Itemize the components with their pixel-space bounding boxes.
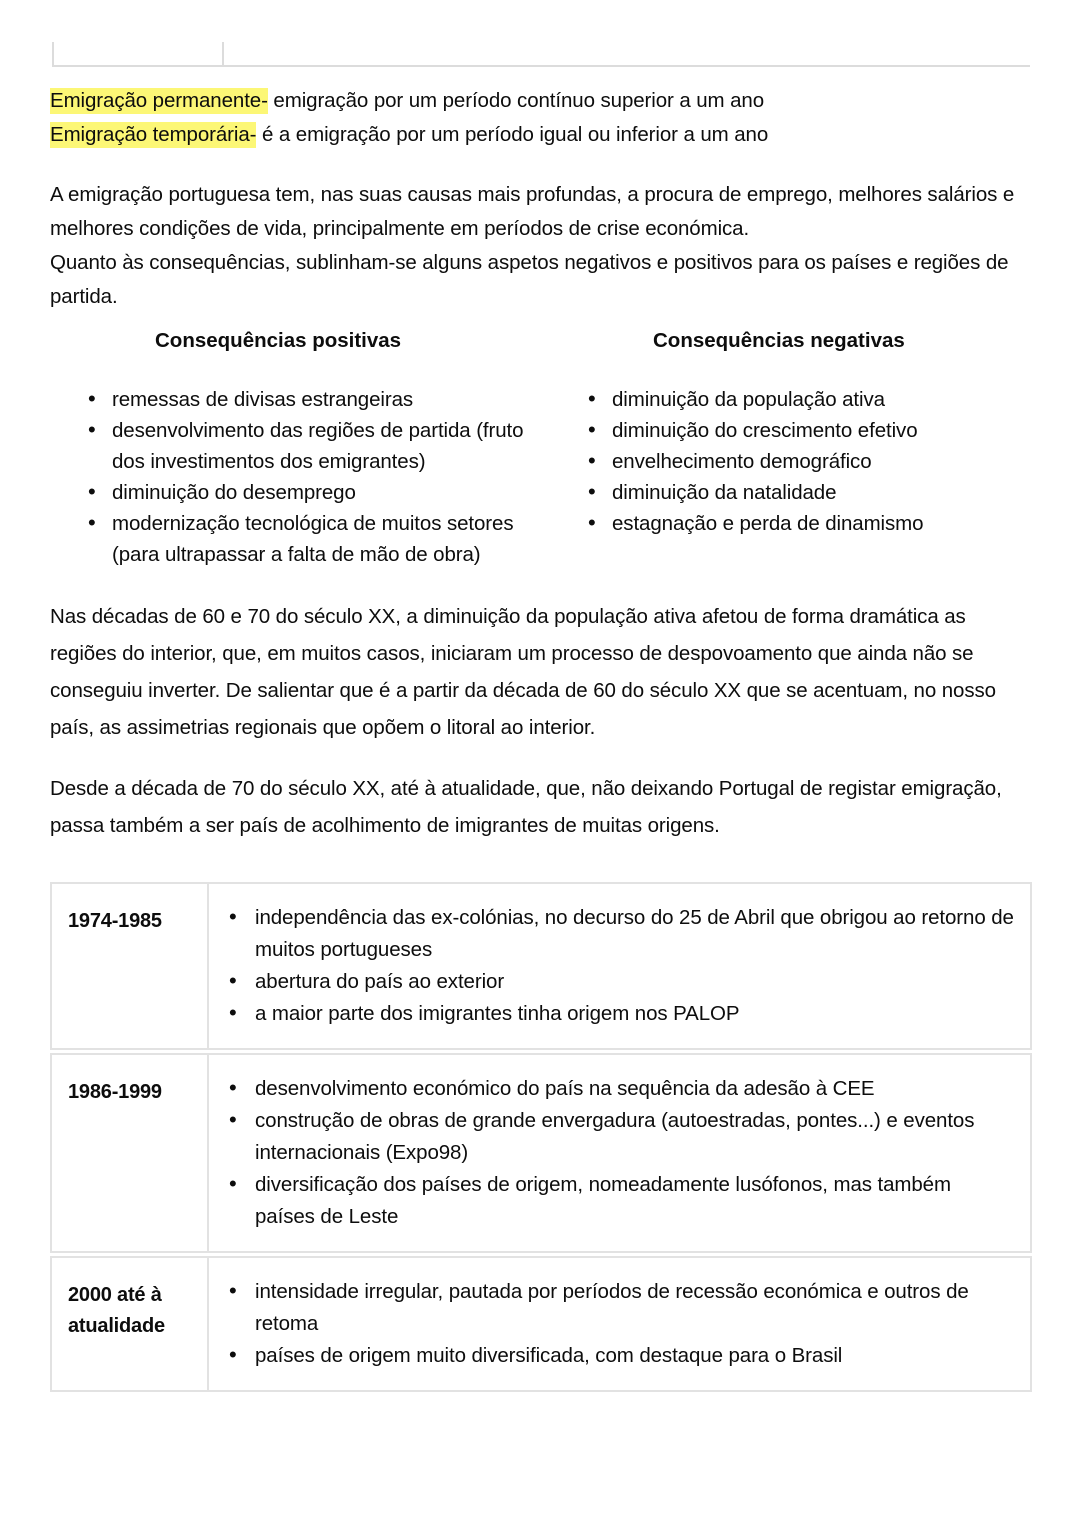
table-row [50,1256,1032,1392]
list-item: • desenvolvimento das regiões de partida (fruto dos investimentos dos emigrantes) [70,415,540,477]
table-cell-details [209,1055,1030,1251]
list-item: • a maior parte dos imigrantes tinha origem nos PALOP [209,998,1016,1030]
table-cell-period: 2000 até à atualidade [52,1258,209,1390]
consequences-section [50,324,1030,584]
list-item: • modernização tecnológica de muitos setores (para ultrapassar a falta de mão de obra) [70,508,540,570]
list-item: • independência das ex-colónias, no decurso do 25 de Abril que obrigou ao retorno de muitos portugueses [209,902,1016,966]
heading-positive-consequences: Consequências positivas [155,329,402,352]
list-item: • países de origem muito diversificada, com destaque para o Brasil [209,1340,1016,1372]
top-table-fragment-left-cell [52,42,224,67]
heading-negative-consequences: Consequências negativas [653,329,905,352]
list-item: • intensidade irregular, pautada por períodos de recessão económica e outros de retoma [209,1276,1016,1340]
periods-table [50,882,1032,1395]
definition-permanent-term: Emigração permanente- [50,89,268,112]
list-item: • estagnação e perda de dinamismo [570,508,1020,539]
definition-temporary-term: Emigração temporária- [50,123,257,146]
definition-temporary-text: é a emigração por um período igual ou inferior a um ano [256,123,769,146]
list-item: • diminuição do desemprego [70,477,540,508]
list-item: • desenvolvimento económico do país na sequência da adesão à CEE [209,1073,1016,1105]
table-cell-period: 1974-1985 [52,884,209,1048]
list-item: • envelhecimento demográfico [570,446,1020,477]
top-table-fragment [52,42,1030,67]
list-item: • remessas de divisas estrangeiras [70,384,540,415]
list-positive-consequences [70,384,540,570]
paragraphs-after-consequences [50,598,1030,844]
table-detail-list [209,902,1016,1030]
list-item: • abertura do país ao exterior [209,966,1016,998]
table-row [50,882,1032,1050]
paragraph-causes: A emigração portuguesa tem, nas suas causas mais profundas, a procura de emprego, melhores salários e melhores condições de vida, principalmente em períodos de crise económica. [50,183,1015,240]
definition-permanent-text: emigração por um período contínuo superior a um ano [267,89,765,112]
list-item: • diminuição do crescimento efetivo [570,415,1020,446]
consequences-columns [50,384,1030,584]
paragraph-since-1970s: Desde a década de 70 do século XX, até à atualidade, que, não deixando Portugal de registar emigração, passa também a ser país de acolhimento de imigrantes de muitas origens. [50,777,1002,837]
table-cell-details [209,884,1030,1048]
top-table-fragment-right-cell [224,42,1030,67]
paragraph-1960s-1970s: Nas décadas de 60 e 70 do século XX, a diminuição da população ativa afetou de forma dramática as regiões do interior, que, em muitos casos, iniciaram um processo de despovoamento que ainda não se conseguiu inverter. De salientar que é a partir da década de 60 do século XX que se acentuam, no nosso país, as assimetrias regionais que opõem o litoral ao interior. [50,605,996,739]
list-item: • diminuição da natalidade [570,477,1020,508]
table-cell-details [209,1258,1030,1390]
table-cell-period: 1986-1999 [52,1055,209,1251]
list-item: • diversificação dos países de origem, nomeadamente lusófonos, mas também países de Leste [209,1169,1016,1233]
table-detail-list [209,1276,1016,1372]
document-content [50,84,1030,868]
list-negative-consequences [570,384,1020,539]
list-item: • construção de obras de grande envergadura (autoestradas, pontes...) e eventos internacionais (Expo98) [209,1105,1016,1169]
table-detail-list [209,1073,1016,1233]
definition-temporary [50,118,1030,152]
consequences-headings [50,324,1030,358]
table-row [50,1053,1032,1253]
paragraph-consequences-intro: Quanto às consequências, sublinham-se alguns aspetos negativos e positivos para os países e regiões de partida. [50,251,1009,308]
list-item: • diminuição da população ativa [570,384,1020,415]
definition-permanent [50,84,1030,118]
